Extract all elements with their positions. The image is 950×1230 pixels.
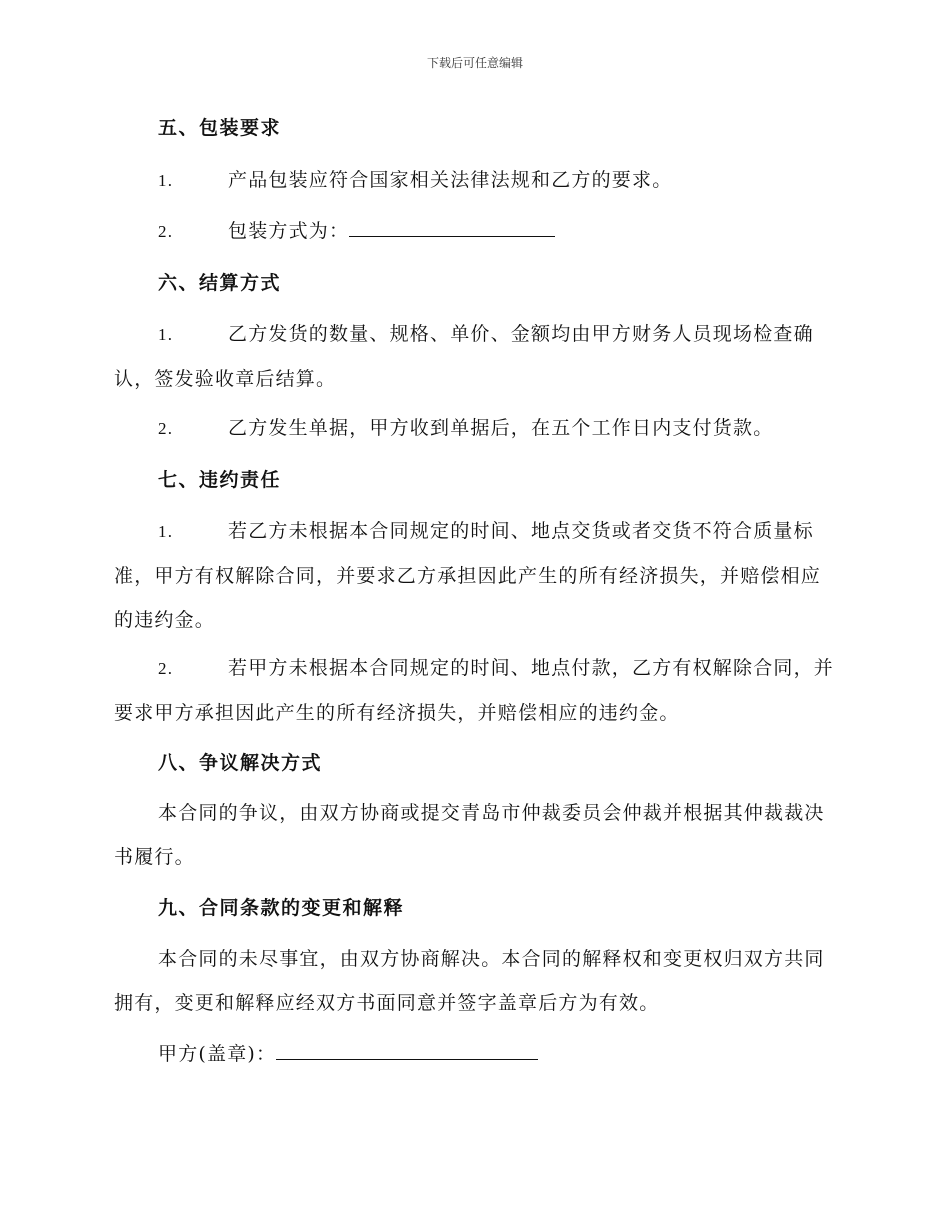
item-text: 若乙方未根据本合同规定的时间、地点交货或者交货不符合质量标准，甲方有权解除合同，并要求乙方承担因此产生的所有经济损失，并赔偿相应的违约金。 [114, 520, 822, 631]
section-7-item-2 [114, 646, 834, 735]
section-8-text: 本合同的争议，由双方协商或提交青岛市仲裁委员会仲裁并根据其仲裁裁决书履行。 [114, 802, 825, 868]
item-number: 1. [158, 171, 174, 190]
section-6-item-2 [114, 406, 834, 451]
packaging-method-blank[interactable] [349, 210, 555, 237]
section-6-title: 六、结算方式 [158, 272, 282, 294]
item-text: 包装方式为： [228, 220, 350, 242]
section-5-title: 五、包装要求 [158, 117, 282, 139]
section-7-item-1 [114, 509, 834, 642]
item-text: 产品包装应符合国家相关法律法规和乙方的要求。 [228, 169, 673, 191]
section-9-title: 九、合同条款的变更和解释 [158, 897, 405, 919]
page-header-note: 下载后可任意编辑 [426, 56, 523, 70]
item-number: 2. [158, 419, 174, 438]
section-7-title: 七、违约责任 [158, 469, 282, 491]
party-a-label: 甲方(盖章)： [158, 1043, 277, 1065]
signature-line-party-a [114, 1032, 834, 1076]
party-a-seal-blank[interactable] [276, 1033, 538, 1060]
item-number: 1. [158, 522, 174, 541]
section-8-title: 八、争议解决方式 [158, 752, 323, 774]
item-text: 乙方发货的数量、规格、单价、金额均由甲方财务人员现场检查确认，签发验收章后结算。 [114, 323, 814, 390]
item-text: 乙方发生单据，甲方收到单据后，在五个工作日内支付货款。 [228, 417, 774, 439]
section-6-item-1 [114, 312, 834, 401]
item-number: 1. [158, 325, 174, 344]
section-5-item-1 [114, 158, 834, 203]
item-number: 2. [158, 222, 174, 241]
section-5-item-2 [114, 209, 834, 254]
section-9-text: 本合同的未尽事宜，由双方协商解决。本合同的解释权和变更权归双方共同拥有，变更和解释应经双方书面同意并签字盖章后方为有效。 [114, 948, 825, 1014]
item-text: 若甲方未根据本合同规定的时间、地点付款，乙方有权解除合同，并要求甲方承担因此产生的所有经济损失，并赔偿相应的违约金。 [114, 657, 835, 724]
item-number: 2. [158, 659, 174, 678]
